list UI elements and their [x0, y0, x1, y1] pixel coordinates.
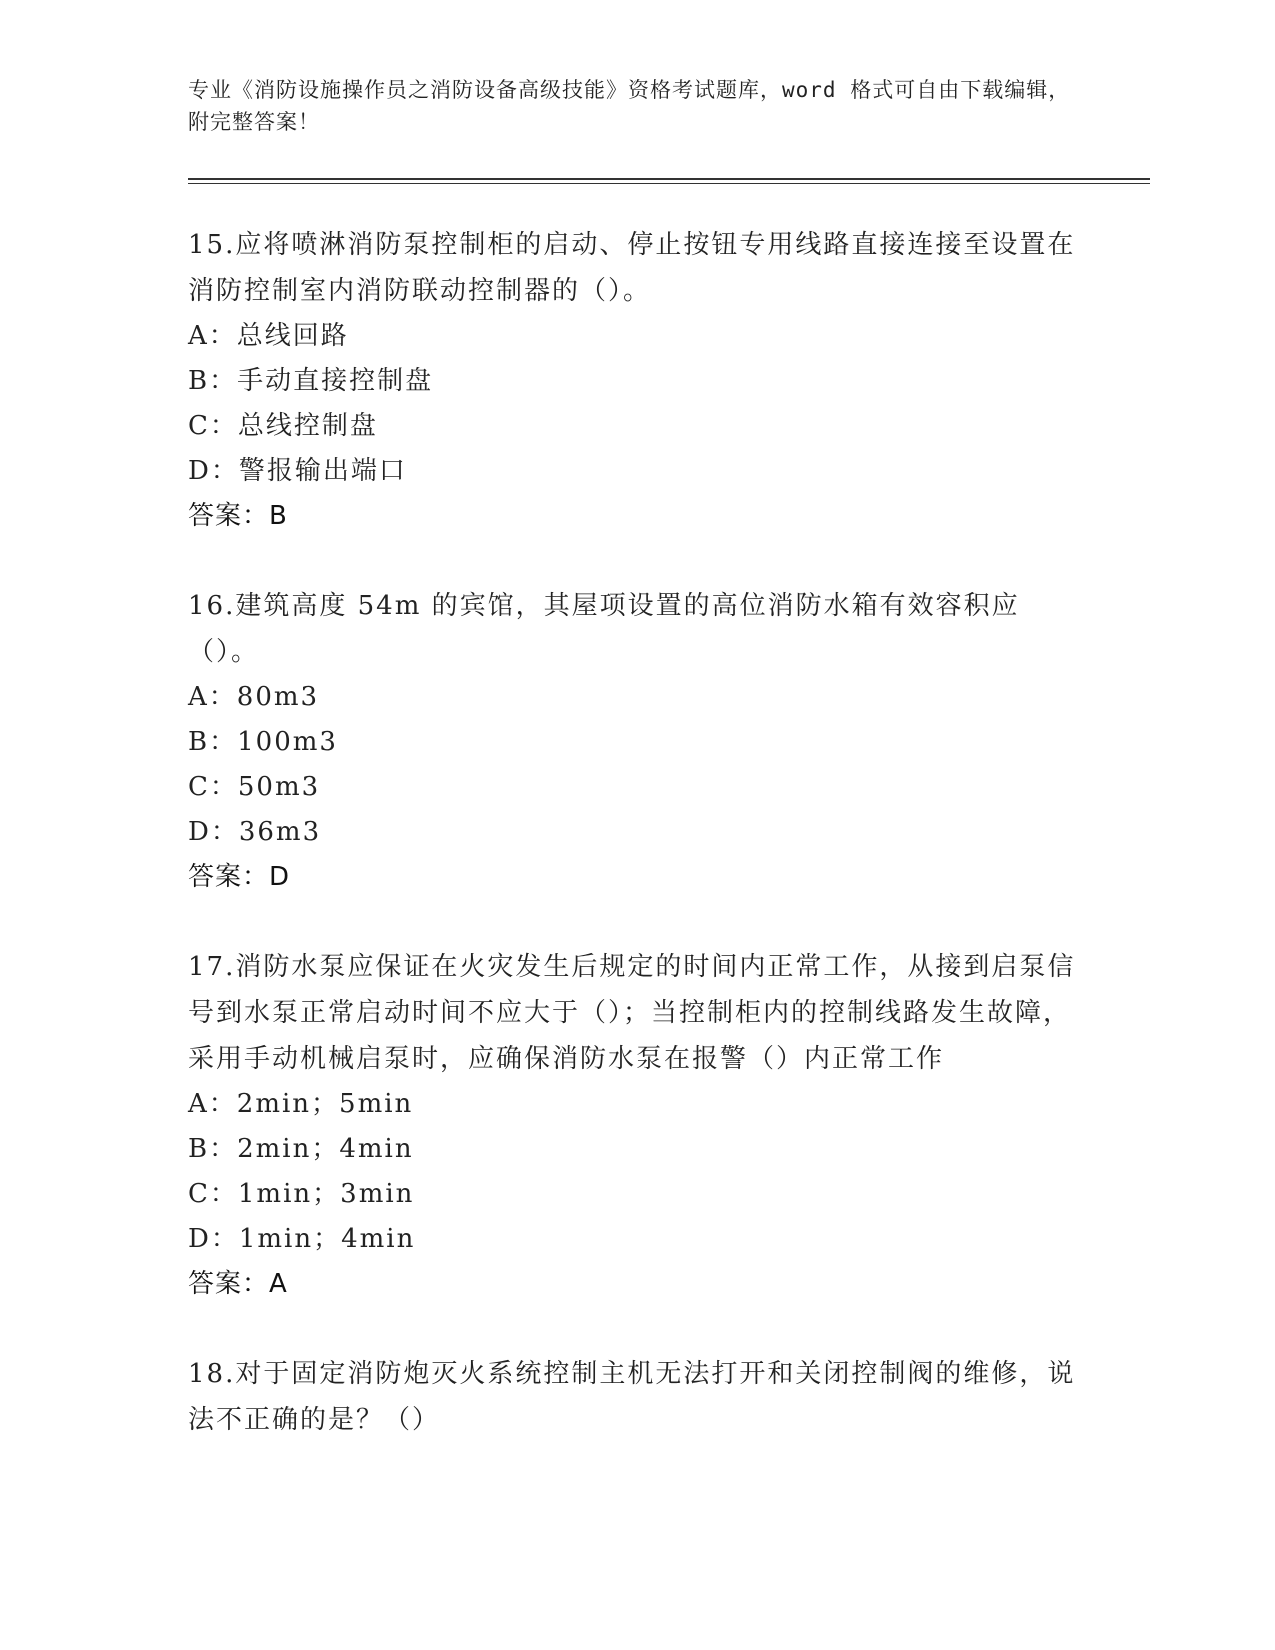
- question-16: [188, 583, 1088, 899]
- question-18: [188, 1351, 1088, 1443]
- option-c: C：50m3: [188, 772, 321, 802]
- question-text: 17.消防水泵应保证在火灾发生后规定的时间内正常工作，从接到启泵信号到水泵正常启动时间不应大于（）；当控制柜内的控制线路发生故障，采用手动机械启泵时，应确保消防水泵在报警（）内正常工作: [188, 952, 1076, 1074]
- header-divider-thick: [188, 178, 1150, 180]
- option-list: [188, 314, 1088, 494]
- option-list: [188, 675, 1088, 855]
- option-list: [188, 1082, 1088, 1262]
- option-c: C：1min；3min: [188, 1179, 415, 1209]
- answer-label: 答案：D: [188, 862, 291, 892]
- option-a: A：总线回路: [188, 321, 349, 351]
- option-b: B：100m3: [188, 727, 338, 757]
- question-text: 15.应将喷淋消防泵控制柜的启动、停止按钮专用线路直接连接至设置在消防控制室内消防联动控制器的（）。: [188, 230, 1076, 306]
- question-15: [188, 222, 1088, 538]
- option-c: C：总线控制盘: [188, 411, 378, 441]
- header-divider-thin: [188, 183, 1150, 184]
- option-b: B：手动直接控制盘: [188, 366, 434, 396]
- option-d: D：警报输出端口: [188, 456, 407, 486]
- question-17: [188, 944, 1088, 1306]
- option-b: B：2min；4min: [188, 1134, 414, 1164]
- answer-label: 答案：A: [188, 1269, 288, 1299]
- option-a: A：2min；5min: [188, 1089, 414, 1119]
- option-d: D：36m3: [188, 817, 322, 847]
- option-d: D：1min；4min: [188, 1224, 416, 1254]
- question-text: 18.对于固定消防炮灭火系统控制主机无法打开和关闭控制阀的维修，说法不正确的是？（）: [188, 1359, 1076, 1435]
- answer-label: 答案：B: [188, 501, 288, 531]
- option-a: A：80m3: [188, 682, 320, 712]
- question-text: 16.建筑高度 54m 的宾馆，其屋项设置的高位消防水箱有效容积应（）。: [188, 591, 1020, 667]
- document-header: 专业《消防设施操作员之消防设备高级技能》资格考试题库，word 格式可自由下载编辑，附完整答案！: [188, 78, 1071, 134]
